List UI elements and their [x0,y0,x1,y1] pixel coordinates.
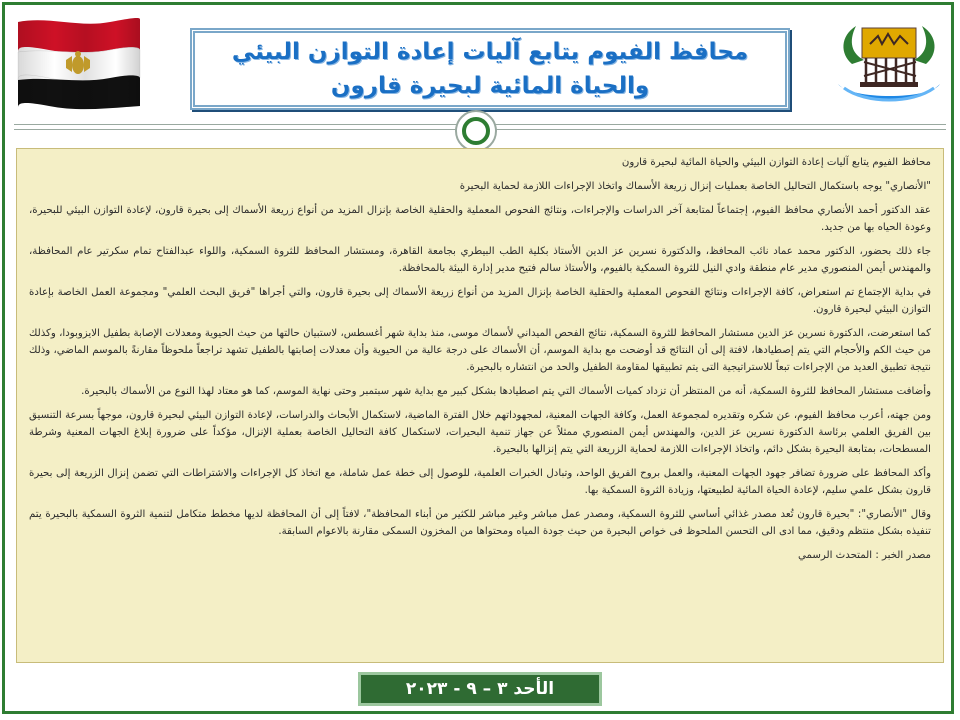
article-source: مصدر الخبر : المتحدث الرسمي [797,550,931,561]
publish-date: الأحد ٣ – ٩ - ٢٠٢٣ [405,679,555,699]
egypt-flag-icon [14,16,144,110]
article-headline: محافظ الفيوم يتابع آليات إعادة التوازن البيئي والحياة المائية لبحيرة قارون [621,157,931,168]
fayoum-governorate-emblem [830,14,948,110]
title-banner [190,28,790,110]
article-paragraph: وأكد المحافظ على ضرورة تضافر جهود الجهات المعنية، والعمل بروح الفريق الواحد، وتبادل الخبرات العلمية، للوصول إلى خطة عمل شاملة، مع اتخاذ كل الإجراءات والاشتراطات التي تضمن إنزال الزريعة إلى بحيرة قارون بشكل علمي سليم، لإعادة الحياة المائية لطبيعتها، وزيادة الثروة السمكية بها. [29,468,931,496]
article-paragraph: وأضافت مستشار المحافظ للثروة السمكية، أنه من المنتظر أن تزداد كميات الأسماك التي يتم اصطيادها بشكل كبير مع بداية شهر سبتمبر وحتى نهاية الموسم، كما هو معتاد لهذا النوع من الأسماك بالبحيرة. [81,386,931,397]
article-paragraph: في بداية الإجتماع تم استعراض، كافة الإجراءات ونتائج الفحوص المعملية والحقلية الخاصة بإنزال المزيد من أنواع زريعة الأسماك إلى بحيرة قارون، والتي أجراها "فريق البحث العلمي" ومجموعة العمل الخاصة بإعادة التوازن البيئي لبحيرة قارون. [29,287,931,315]
page-title: محافظ الفيوم يتابع آليات إعادة التوازن البيئي والحياة المائية لبحيرة قارون [231,39,749,99]
date-banner [358,672,602,706]
article-paragraph: عقد الدكتور أحمد الأنصاري محافظ الفيوم، إجتماعاً لمتابعة آخر الدراسات والإجراءات، ونتائج الفحوص المعملية والحقلية الخاصة بإنزال المزيد من أنواع زريعة الأسماك إلى بحيرة قارون، لإعادة التوازن البيئي للبحيرة، وعودة الحياه بها من جديد. [29,205,931,233]
article-paragraph: كما استعرضت، الدكتورة نسرين عز الدين مستشار المحافظ للثروة السمكية، نتائج الفحص الميداني لأسماك موسى، منذ بداية شهر أغسطس، لاستبيان حالتها من حيث الحيوية ومعدلات الإصابة بطفيل الايزوبودا، وكذلك من حيث الكم والأحجام التي يتم إصطيادها، لافتة إلى أن النتائج قد أوضحت مع بداية الموسم، أن الأسماك على درجة عالية من الحيوية وأن معدلات إصابتها بالطفيل تشهد تراجعاً ملحوظاً مقارنةً بالموسم الماضي، وذلك نتيجة تطبيق العديد من الإجراءات تبعاً للاستراتيجية التى يتم تطبيقها لمقاومة الطفيل والحد من انتشاره بالبحيرة. [29,328,931,373]
article-paragraph: جاء ذلك بحضور، الدكتور محمد عماد نائب المحافظ، والدكتورة نسرين عز الدين الأستاذ بكلية الطب البيطري بجامعة القاهرة، ومستشار المحافظ للثروة السمكية، واللواء عبدالفتاح تمام سكرتير عام المحافظة، والمهندس أيمن المنصوري مدير عام منطقة وادي النيل للثروة السمكية بالفيوم، والأستاذ سالم فتيح مدير إدارة البيئة بالمحافظة. [29,246,931,274]
article-subheadline: "الأنصاري" يوجه باستكمال التحاليل الخاصة بعمليات إنزال زريعة الأسماك واتخاذ الإجراءات اللازمة لحماية البحيرة [459,181,931,192]
article-paragraph: ومن جهته، أعرب محافظ الفيوم، عن شكره وتقديره لمجموعة العمل، وكافة الجهات المعنية، لمجهوداتهم خلال الفترة الماضية، لاستكمال الأبحاث والدراسات، لإعادة التوازن البيئي لبحيرة قارون، موجهاً بسرعة التنسيق بين الفريق العلمي برئاسة الدكتورة نسرين عز الدين، والمهندس أيمن المنصوري ممثلاً عن جهاز تنمية البحيرات، لاستكمال كافة التحاليل الخاصة بعملية الإنزال، مؤكداً على ضرورة إبلاغ الجهات المعنية وشرطة المسطحات، بمتابعة البحيرة بشكل دائم، واتخاذ الإجراءات اللازمة لحماية الزريعة التي يتم إنزالها بالبحيرة. [29,410,931,455]
article-panel [16,148,944,663]
divider-ring-icon [455,110,497,152]
article-paragraph: وقال "الأنصاري": "بحيرة قارون تُعد مصدر غذائي أساسي للثروة السمكية، ومصدر عمل مباشر وغير مباشر للكثير من أبناء المحافظة"، لافتاً إلى أن المحافظة لديها مخطط متكامل لتنمية الثروة السمكية بالبحيرة يتم تنفيذه بشكل منتظم ودقيق، مما ادى الى التحسن الملحوظ فى خواص البحيرة من حيث جودة المياه ومحتواها من المخزون السمكى مقارنة بالاعوام السابقة. [29,509,931,537]
article-body [29,154,931,564]
